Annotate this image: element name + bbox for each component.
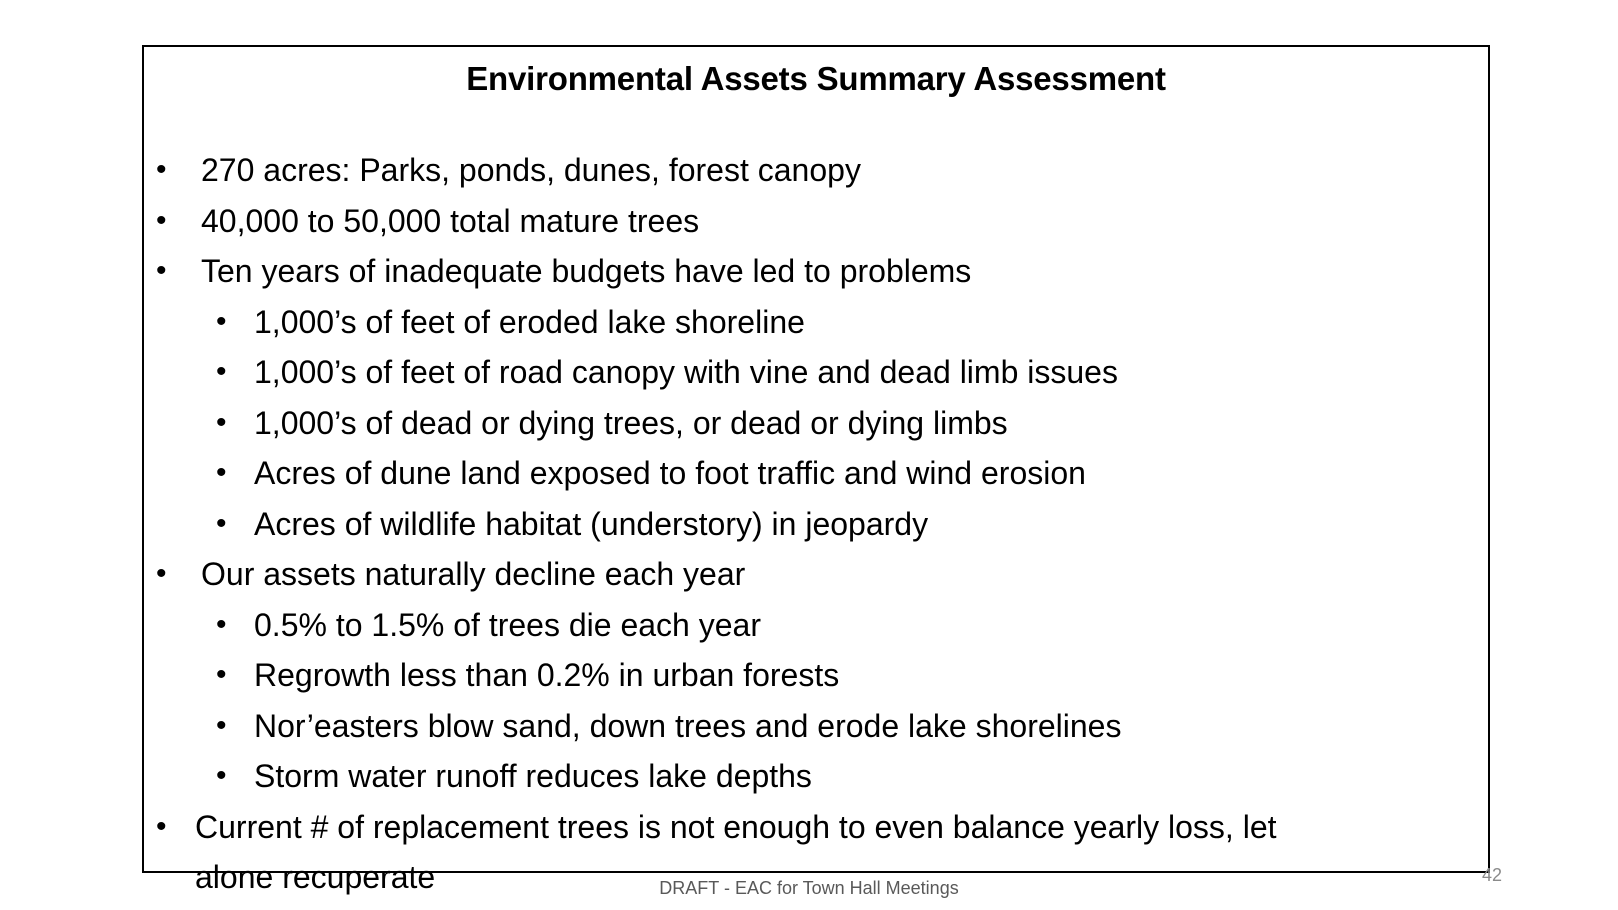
bullet-dot-icon: • — [216, 658, 227, 691]
bullet-text: 1,000’s of feet of road canopy with vine and dead limb issues — [254, 354, 1118, 390]
bullet-text: Nor’easters blow sand, down trees and erode lake shorelines — [254, 707, 1122, 744]
bullet-dot-icon: • — [216, 456, 227, 489]
bullet-dot-icon: • — [156, 557, 167, 590]
bullet-text: 1,000’s of dead or dying trees, or dead or dying limbs — [254, 404, 1008, 441]
bullet-text: Our assets naturally decline each year — [201, 556, 746, 592]
bullet-dot-icon: • — [216, 607, 227, 641]
slide-title: Environmental Assets Summary Assessment — [466, 60, 1166, 97]
bullet-dot-icon: • — [216, 355, 227, 388]
page-number: 42 — [1482, 865, 1503, 885]
bullet-dot-icon: • — [216, 708, 227, 742]
bullet-dot-icon: • — [156, 203, 167, 237]
bullet-dot-icon: • — [156, 254, 167, 287]
bullet-dot-icon: • — [216, 304, 227, 338]
bullet-text: 40,000 to 50,000 total mature trees — [201, 202, 700, 239]
bullet-dot-icon: • — [216, 759, 227, 792]
bullet-text: Acres of wildlife habitat (understory) in jeopardy — [254, 505, 929, 542]
bullet-text: Storm water runoff reduces lake depths — [254, 758, 812, 794]
footer-text: DRAFT - EAC for Town Hall Meetings — [659, 878, 959, 898]
bullet-text: Regrowth less than 0.2% in urban forests — [254, 657, 840, 693]
bullet-text: 1,000’s of feet of eroded lake shoreline — [254, 303, 805, 340]
bullet-text: alone recuperate — [195, 859, 436, 895]
bullet-text: Ten years of inadequate budgets have led to problems — [201, 253, 972, 289]
bullet-dot-icon: • — [156, 153, 167, 186]
bullet-dot-icon: • — [216, 506, 227, 540]
bullet-dot-icon: • — [156, 809, 167, 843]
bullet-text: 0.5% to 1.5% of trees die each year — [254, 606, 761, 643]
bullet-text: 270 acres: Parks, ponds, dunes, forest canopy — [201, 152, 861, 188]
bullet-dot-icon: • — [216, 405, 227, 439]
bullet-text: Acres of dune land exposed to foot traffic and wind erosion — [254, 455, 1086, 491]
bullet-text: Current # of replacement trees is not enough to even balance yearly loss, let — [195, 808, 1277, 845]
